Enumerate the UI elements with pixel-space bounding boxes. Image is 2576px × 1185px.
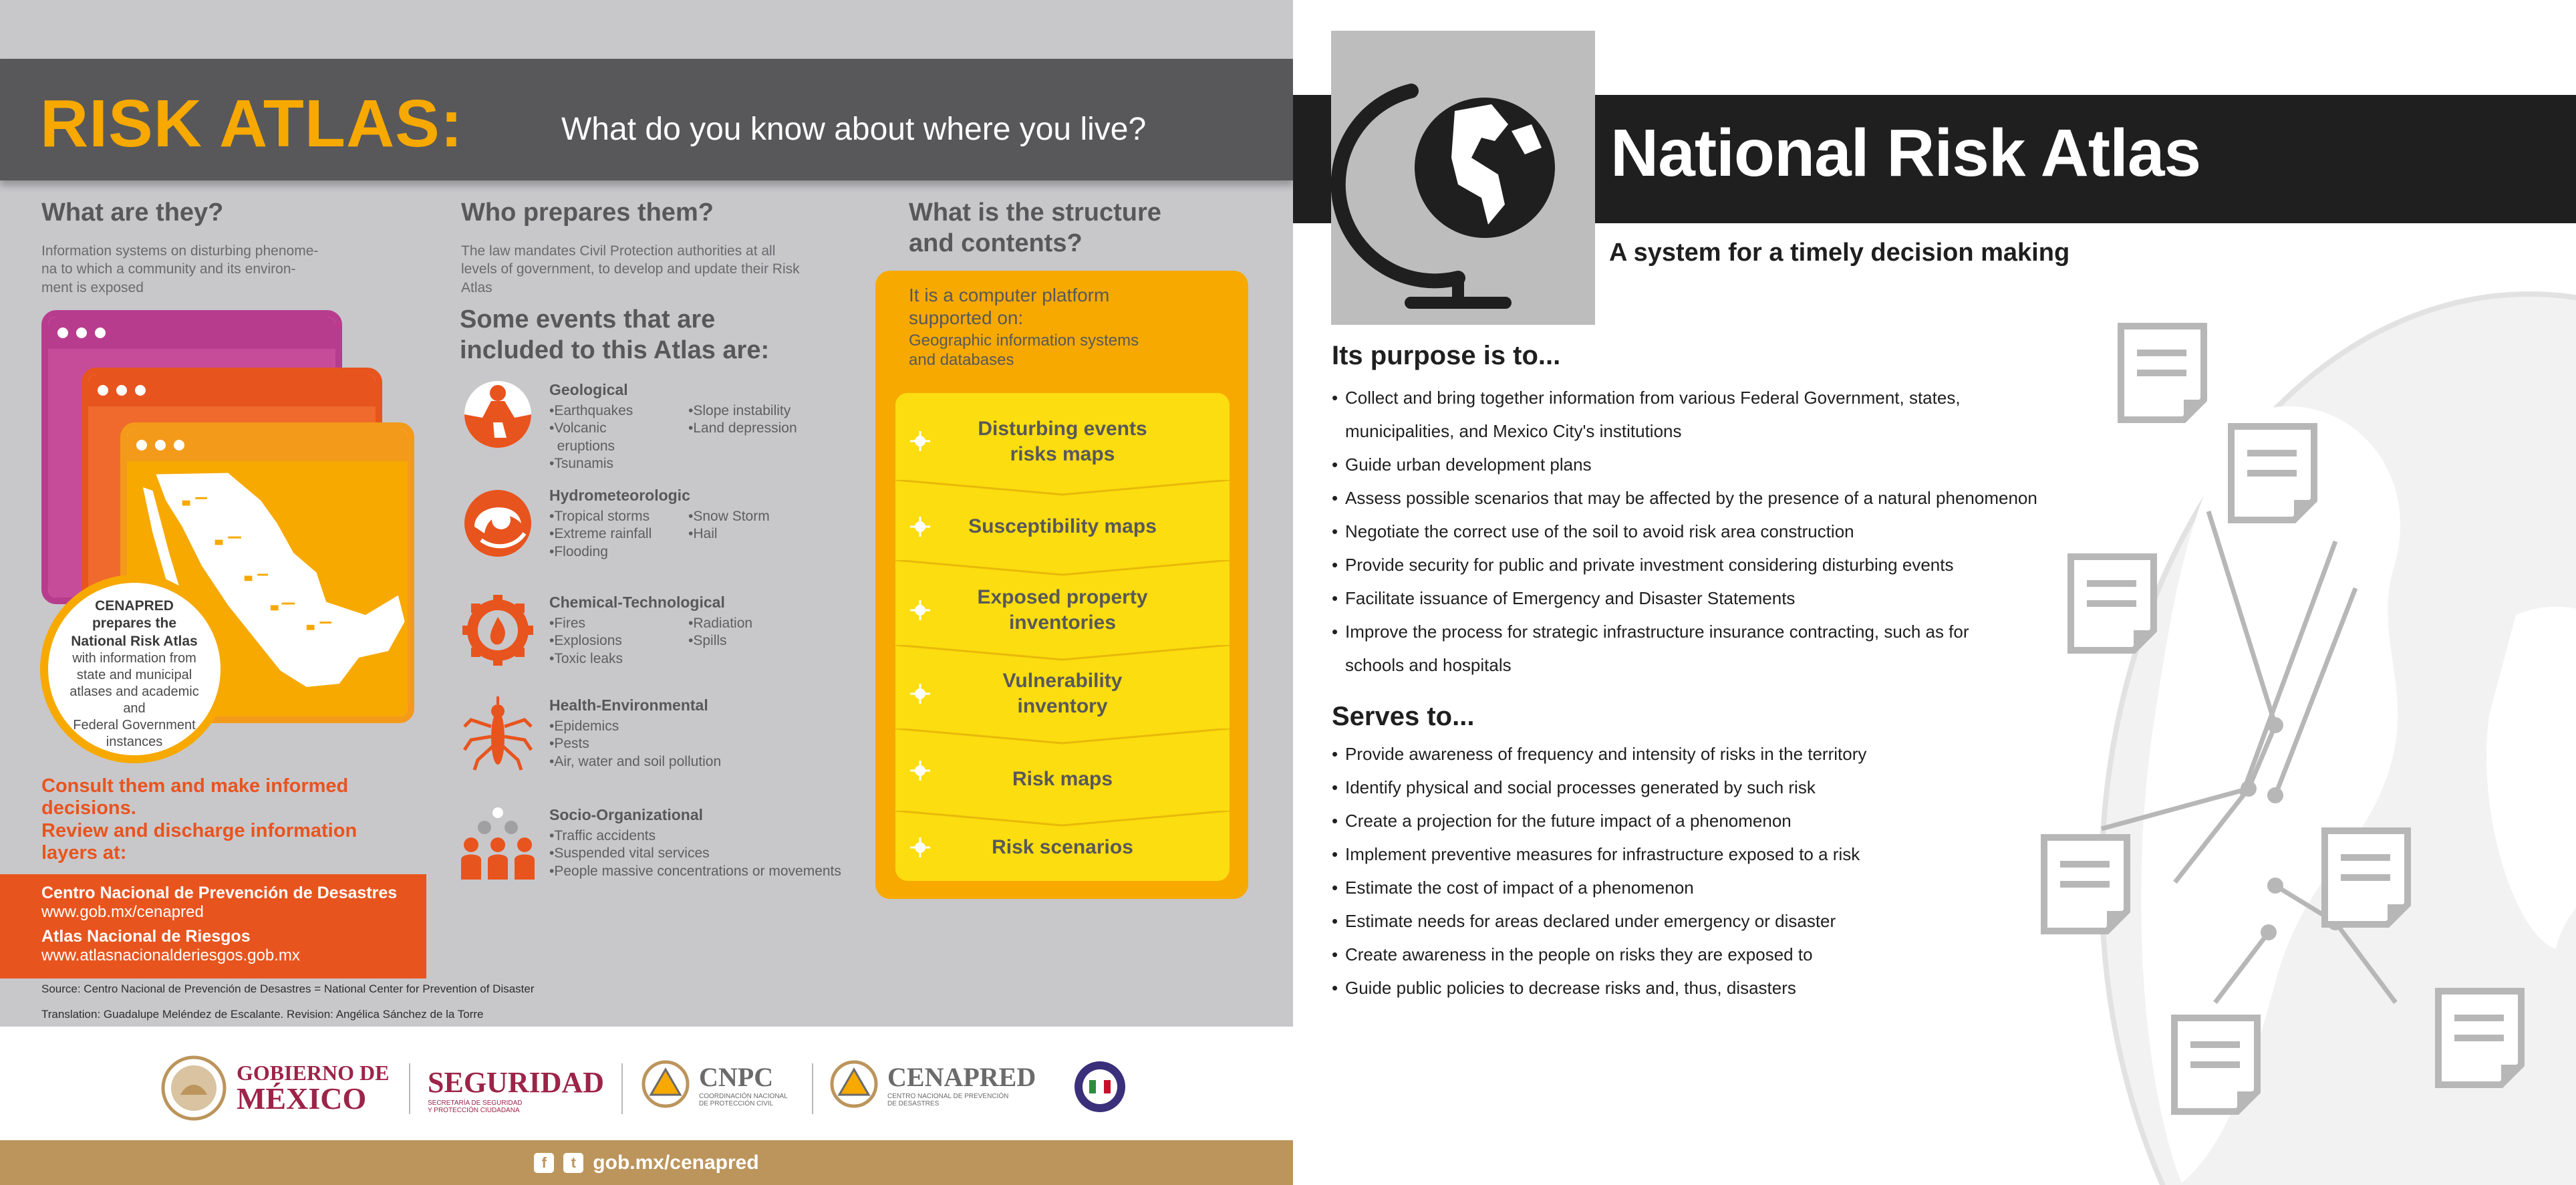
- consult-line: Review and discharge information: [41, 819, 357, 841]
- layer-exposed-property: [895, 575, 1230, 645]
- list-item: • Negotiate the correct use of the soil to avoid risk area construction: [1332, 515, 2080, 548]
- event-hydrometeorologic: [461, 487, 862, 587]
- bullet-burst-icon: [910, 600, 930, 620]
- event-item: •Suspended vital services: [549, 845, 710, 862]
- who-prepares-text: [461, 242, 835, 297]
- event-item: •Hail: [688, 526, 718, 542]
- event-health-environmental: [461, 696, 862, 797]
- layer-divider: [895, 560, 1230, 576]
- event-title: Hydrometeorologic: [549, 487, 690, 504]
- bullet-burst-icon: [910, 517, 930, 537]
- layer-susceptibility: [895, 493, 1230, 560]
- banner-question: What do you know about where you live?: [561, 112, 1147, 147]
- list-item: • Estimate the cost of impact of a phenomenon: [1332, 871, 2080, 904]
- note-icon: [2165, 1013, 2272, 1120]
- note-line: prepares the: [92, 616, 177, 632]
- layer-label: Exposed property: [977, 586, 1148, 608]
- consult-line: Consult them and make informed: [41, 775, 349, 797]
- logo-strip: [0, 1027, 1293, 1140]
- gear-fire-icon: [461, 594, 541, 674]
- text-line: and databases: [909, 350, 1014, 369]
- text-line: na to which a community and its environ-: [41, 261, 296, 277]
- logo-line: MÉXICO: [237, 1081, 367, 1115]
- purpose-list: [1332, 381, 2080, 682]
- layer-label: Disturbing events: [978, 418, 1147, 440]
- list-item: • Implement preventive measures for infrastructure exposed to a risk: [1332, 837, 2080, 871]
- event-title: Geological: [549, 381, 628, 398]
- event-item: •Air, water and soil pollution: [549, 753, 722, 769]
- layer-label: inventories: [1008, 611, 1117, 634]
- list-item: • Improve the process for strategic infrastructure insurance contracting, such as for: [1332, 615, 2080, 648]
- text-line: Atlas: [461, 279, 492, 295]
- note-icon: [2315, 825, 2422, 932]
- text-line: ment is exposed: [41, 279, 144, 295]
- consult-line: layers at:: [41, 842, 127, 864]
- heading-line: What is the structure: [909, 199, 1161, 227]
- list-item: • Estimate needs for areas declared under emergency or disaster: [1332, 904, 2080, 938]
- what-are-they-text: [41, 242, 362, 297]
- note-line: Federal Government: [73, 717, 196, 733]
- event-item: •Flooding: [549, 543, 608, 559]
- layer-label: risks maps: [1010, 442, 1115, 465]
- event-title: Socio-Organizational: [549, 806, 704, 823]
- note-icon: [2222, 421, 2329, 528]
- logo-name: CNPC: [699, 1061, 774, 1092]
- logo-sub: DE DESASTRES: [887, 1099, 940, 1107]
- list-item-continued: schools and hospitals: [1345, 655, 1512, 675]
- coat-of-arms-icon: [160, 1055, 227, 1122]
- cnpc-logo: [641, 1060, 788, 1108]
- banner: [0, 59, 1293, 180]
- seal-icon: [1073, 1060, 1127, 1113]
- event-item: •Slope instability: [688, 403, 791, 418]
- event-title: Chemical-Technological: [549, 594, 725, 611]
- event-item: •Tsunamis: [549, 455, 614, 471]
- facebook-icon[interactable]: f: [534, 1153, 554, 1173]
- event-list: [549, 508, 652, 561]
- event-title: Health-Environmental: [549, 696, 708, 714]
- source-note: Source: Centro Nacional de Prevención de Desastres = National Center for Prevention of Disaster: [41, 982, 535, 995]
- text-line: supported on:: [909, 307, 1024, 328]
- logo-sub: CENTRO NACIONAL DE PREVENCIÓN: [887, 1092, 1009, 1100]
- list-item: • Facilitate issuance of Emergency and Disaster Statements: [1332, 581, 2080, 615]
- civil-protection-icon: [830, 1060, 878, 1108]
- subtitle: A system for a timely decision making: [1609, 239, 2070, 267]
- text-line: It is a computer platform: [909, 285, 1110, 305]
- text-line: The law mandates Civil Protection authorities at all: [461, 243, 776, 259]
- consult-line: decisions.: [41, 797, 136, 819]
- event-item: •Pests: [549, 736, 589, 752]
- logo-name: CENAPRED: [887, 1061, 1036, 1092]
- cenapred-note: [40, 575, 229, 763]
- list-item: • Assess possible scenarios that may be affected by the presence of a natural phenomenon: [1332, 481, 2080, 515]
- logo-divider: [409, 1063, 410, 1114]
- platform-subtext: [909, 332, 1216, 370]
- structure-heading: [909, 198, 1161, 259]
- list-item-continued: municipalities, and Mexico City's institutions: [1345, 421, 1682, 441]
- event-item: •Toxic leaks: [549, 650, 623, 666]
- event-socio-organizational: [461, 806, 862, 906]
- footer-bar: [0, 1140, 1293, 1185]
- logo-divider: [621, 1063, 623, 1114]
- event-list: [688, 508, 770, 543]
- event-chemical-technological: [461, 594, 862, 694]
- note-line: atlases and academic and: [69, 684, 199, 716]
- gobierno-text: [237, 1062, 389, 1114]
- event-list: [549, 615, 623, 668]
- note-line: instances: [106, 734, 163, 749]
- text-line: Information systems on disturbing phenome-: [41, 243, 319, 259]
- note-line: CENAPRED: [95, 598, 174, 614]
- list-item: • Identify physical and social processes generated by such risk: [1332, 771, 2080, 804]
- what-are-they-heading: What are they?: [41, 199, 224, 227]
- logo-sub: SECRETARÍA DE SEGURIDAD: [428, 1099, 523, 1107]
- event-item: •Fires: [549, 616, 586, 631]
- logo-line: GOBIERNO DE: [237, 1061, 390, 1085]
- list-item: • Guide public policies to decrease risks and, thus, disasters: [1332, 971, 2080, 1005]
- heading-line: Some events that are: [460, 305, 716, 334]
- mosquito-icon: [461, 696, 541, 777]
- event-item: •People massive concentrations or movements: [549, 863, 841, 879]
- layer-risk-maps: [895, 746, 1230, 813]
- link-url-atlas[interactable]: www.atlasnacionalderiesgos.gob.mx: [41, 946, 300, 964]
- serves-list: [1332, 737, 2080, 1005]
- text-line: Geographic information systems: [909, 332, 1139, 350]
- layer-disturbing-events: [895, 403, 1230, 480]
- event-item: •Snow Storm: [688, 509, 770, 524]
- logo-sub: DE PROTECCIÓN CIVIL: [699, 1099, 774, 1107]
- footer-url[interactable]: gob.mx/cenapred: [593, 1151, 759, 1174]
- national-risk-atlas-panel: [1293, 0, 2576, 1185]
- event-list: [549, 827, 841, 880]
- event-list: [688, 402, 797, 438]
- event-geological: [461, 381, 862, 481]
- event-item: •Land depression: [688, 420, 797, 436]
- event-item: •Tropical storms: [549, 509, 650, 524]
- event-item: •Spills: [688, 633, 727, 649]
- civil-protection-icon: [641, 1060, 690, 1108]
- serves-heading: Serves to...: [1332, 702, 1475, 731]
- banner-title: RISK ATLAS:: [40, 86, 464, 161]
- event-item: •Explosions: [549, 633, 622, 649]
- page-title: National Risk Atlas: [1610, 116, 2201, 190]
- heading-line: and contents?: [909, 229, 1083, 257]
- event-list: [549, 718, 721, 771]
- event-item: •Volcanic: [549, 420, 607, 436]
- purpose-heading: Its purpose is to...: [1332, 341, 1561, 370]
- event-item: eruptions: [549, 438, 615, 454]
- link-url-cenapred[interactable]: www.gob.mx/cenapred: [41, 903, 204, 921]
- layer-vulnerability: [895, 658, 1230, 729]
- structure-layers: [895, 393, 1230, 881]
- layer-label: Vulnerability: [1002, 670, 1123, 692]
- note-icon: [2429, 986, 2536, 1093]
- event-item: •Earthquakes: [549, 403, 633, 418]
- structure-panel: [875, 271, 1248, 899]
- consult-text: [41, 775, 416, 864]
- globe-tile: [1331, 31, 1595, 325]
- event-item: •Epidemics: [549, 718, 619, 734]
- layer-divider: [895, 729, 1230, 745]
- logo-divider: [812, 1063, 813, 1114]
- bullet-burst-icon: [910, 837, 930, 858]
- cenapred-logo: [830, 1060, 1036, 1108]
- gobierno-logo: [160, 1055, 389, 1122]
- translation-note: Translation: Guadalupe Meléndez de Escalante. Revision: Angélica Sánchez de la Torre: [41, 1008, 484, 1021]
- note-line: state and municipal: [76, 667, 192, 682]
- links-box: [0, 874, 426, 978]
- list-item: • Create a projection for the future impact of a phenomenon: [1332, 804, 2080, 837]
- event-item: •Radiation: [688, 616, 753, 631]
- platform-text: [909, 284, 1216, 370]
- list-item: • Guide urban development plans: [1332, 448, 2080, 481]
- volcano-icon: [461, 381, 541, 461]
- list-item: • Create awareness in the people on risks they are exposed to: [1332, 938, 2080, 971]
- note-icon: [2112, 321, 2219, 428]
- event-list: [549, 402, 633, 473]
- link-name-cenapred: Centro Nacional de Prevención de Desastres: [41, 884, 398, 902]
- layer-risk-scenarios: [895, 821, 1230, 874]
- globe-icon: [1331, 31, 1595, 325]
- event-item: •Extreme rainfall: [549, 526, 652, 542]
- bullet-burst-icon: [910, 684, 930, 704]
- layer-label: Risk maps: [1012, 768, 1113, 791]
- twitter-icon[interactable]: t: [563, 1153, 583, 1173]
- note-line: with information from: [72, 650, 196, 666]
- events-heading: [460, 305, 769, 366]
- people-icon: [461, 806, 541, 886]
- layer-label: Risk scenarios: [992, 836, 1133, 859]
- layer-label: Susceptibility maps: [968, 515, 1157, 538]
- layer-label: inventory: [1017, 694, 1108, 717]
- link-name-atlas: Atlas Nacional de Riesgos: [41, 927, 251, 946]
- logo-sub: Y PROTECCIÓN CIUDADANA: [428, 1107, 520, 1114]
- storm-icon: [461, 487, 541, 567]
- note-line: National Risk Atlas: [71, 633, 198, 649]
- who-prepares-heading: Who prepares them?: [461, 199, 714, 227]
- bullet-burst-icon: [910, 431, 930, 451]
- event-list: [688, 615, 752, 650]
- logo-name: SEGURIDAD: [428, 1066, 605, 1099]
- bullet-burst-icon: [910, 761, 930, 781]
- list-item: • Collect and bring together information from various Federal Government, states,: [1332, 381, 2080, 414]
- text-line: levels of government, to develop and update their Risk: [461, 261, 800, 277]
- list-item: • Provide security for public and private investment considering disturbing events: [1332, 548, 2080, 581]
- seguridad-logo: [428, 1065, 604, 1114]
- logo-sub: COORDINACIÓN NACIONAL: [699, 1092, 788, 1100]
- list-item: • Provide awareness of frequency and intensity of risks in the territory: [1332, 737, 2080, 771]
- event-item: •Traffic accidents: [549, 828, 656, 843]
- heading-line: included to this Atlas are:: [460, 336, 770, 364]
